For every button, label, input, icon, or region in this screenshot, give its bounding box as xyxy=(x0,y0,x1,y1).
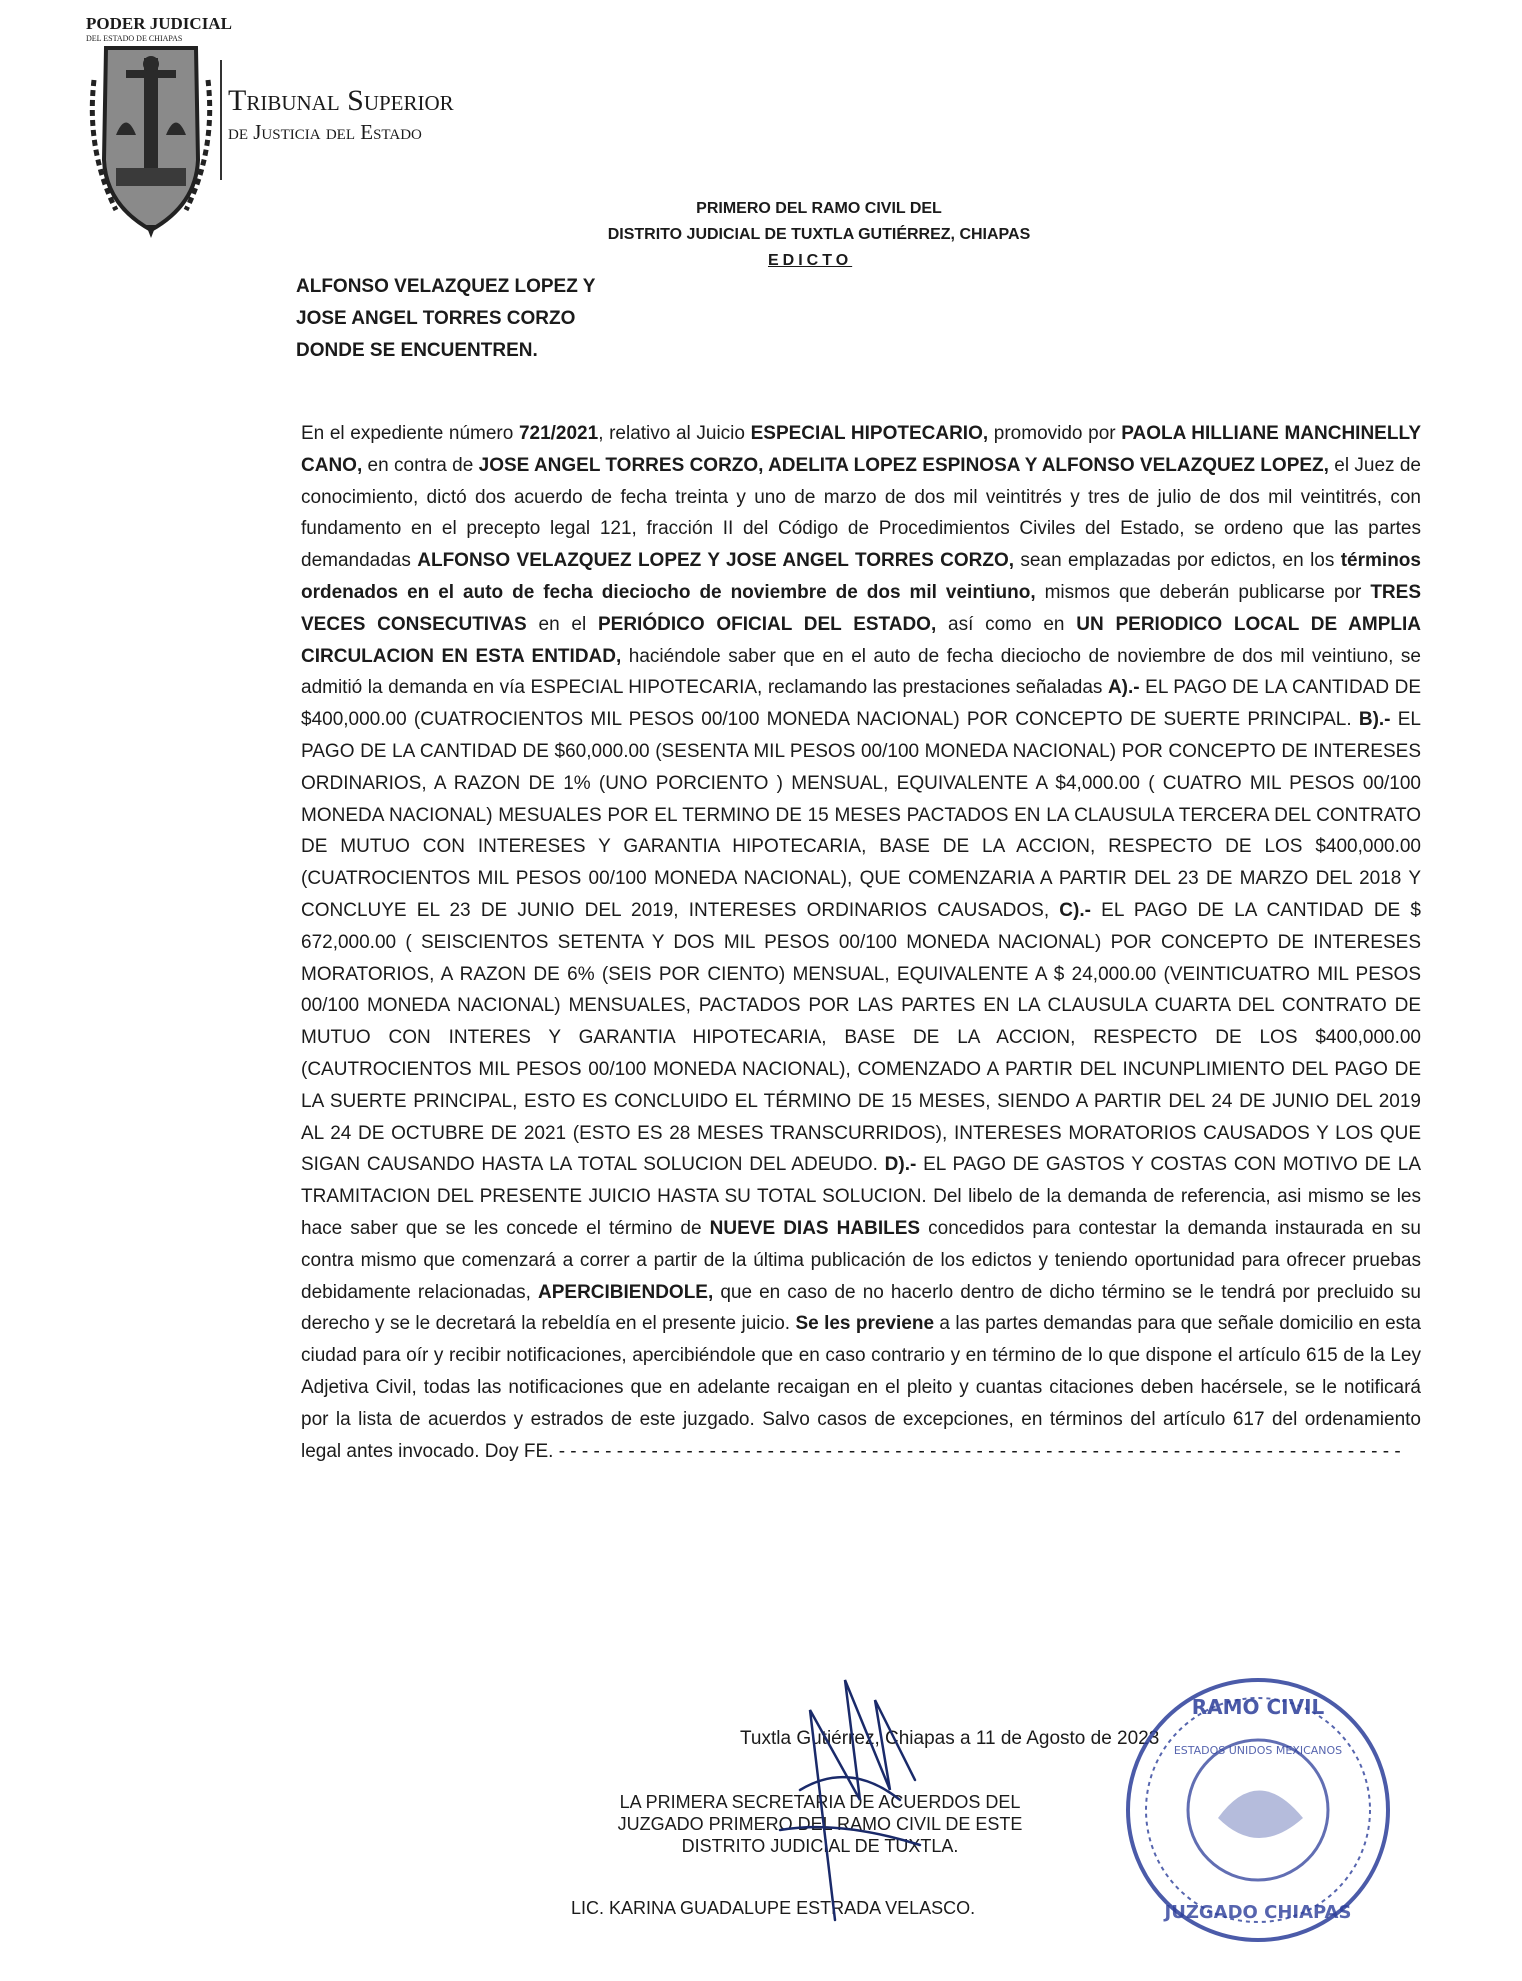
body-text: en el xyxy=(526,613,598,635)
place-and-date: Tuxtla Gutiérrez, Chiapas a 11 de Agosto de 2023 xyxy=(740,1728,1160,1749)
body-text: a las partes demandas para que señale domicilio en esta ciudad para oír y recibir notificaciones, apercibiéndole que en caso contrario y en término de lo que dispone el artículo 615 de la Ley Adjetiva Civil, todas las notificaciones que en adelante recaigan en el pleito y cuantas citaciones deben hacérsele, se le notificará por la lista de acuerdos y estrados de este juzgado. Salvo casos de excepciones, en términos del artículo 617 del ordenamiento legal antes invocado. Doy FE. xyxy=(301,1313,1421,1462)
order-terms: términos ordenados en el auto de fecha dieciocho de noviembre de dos mil veintiuno, xyxy=(301,550,1421,603)
header-divider xyxy=(220,60,222,180)
tribunal-subtitle: de Justicia del Estado xyxy=(228,120,422,144)
warning-label: APERCIBIENDOLE, xyxy=(538,1281,714,1303)
body-text: el Juez de conocimiento, dictó dos acuerdo de fecha treinta y uno de marzo de dos mil veintitrés y tres de julio de dos mil veintitrés, con fundamento en el precepto legal 121, fracción II del Código de Procedimientos Civiles del Estado, se ordeno que las partes demandadas xyxy=(301,454,1421,572)
body-text: haciéndole saber que en el auto de fecha dieciocho de noviembre de dos mil veintiuno, se admitió la demanda en vía ESPECIAL HIPOTECARIA, reclamando las prestaciones señaladas xyxy=(301,645,1421,699)
claim-c-label: C).- xyxy=(1059,899,1091,921)
stamp-top-text: RAMO CIVIL xyxy=(1191,1695,1325,1719)
signer-title-line-2: JUZGADO PRIMERO DEL RAMO CIVIL DE ESTE xyxy=(617,1814,1023,1834)
body-text: concedidos para contestar la demanda instaurada en su contra mismo que comenzará a correr a partir de la última publicación de los edictos y teniendo oportunidad para ofrecer pruebas debidamente relacionadas, xyxy=(301,1217,1421,1303)
addressee-line-1: ALFONSO VELAZQUEZ LOPEZ Y xyxy=(296,276,596,297)
court-seal-stamp-icon xyxy=(1108,1668,1408,1953)
body-text: promovido por xyxy=(988,423,1122,444)
publication-times: TRES VECES CONSECUTIVAS xyxy=(301,581,1421,635)
body-text: En el expediente número xyxy=(301,423,519,444)
court-line-2: DISTRITO JUDICIAL DE TUXTLA GUTIÉRREZ, CHIAPAS xyxy=(607,226,1031,243)
case-type: ESPECIAL HIPOTECARIO, xyxy=(750,423,989,444)
closing-dashes: - - - - - - - - - - - - - - - - - - - - - - - - - - - - - - - - - - - - - - - - - - - - - - - - - - - - - - - - - - - - - - - - - - - - - - - - - xyxy=(553,1440,1401,1462)
org-subname: DEL ESTADO DE CHIAPAS xyxy=(86,34,183,43)
coat-of-arms-icon xyxy=(86,40,216,240)
tribunal-title: Tribunal Superior xyxy=(228,84,454,117)
claim-b-text: EL PAGO DE LA CANTIDAD DE $60,000.00 (SESENTA MIL PESOS 00/100 MONEDA NACIONAL) POR CONCEPTO DE INTERESES ORDINARIOS, A RAZON DE 1% (UNO PORCIENTO ) MENSUAL, EQUIVALENTE A $4,000.00 ( CUATRO MIL PESOS 00/100 MONEDA NACIONAL) MESUALES POR EL TERMINO DE 15 MESES PACTADOS EN LA CLAUSULA TERCERA DEL CONTRATO DE MUTUO CON INTERESES Y GARANTIA HIPOTECARIA, BASE DE LA ACCION, RESPECTO DE LOS $400,000.00 (CUATROCIENTOS MIL PESOS 00/100 MONEDA NACIONAL), QUE COMENZARIA A PARTIR DEL 23 DE MARZO DEL 2018 Y CONCLUYE EL 23 DE JUNIO DEL 2019, INTERESES ORDINARIOS CAUSADOS, xyxy=(301,709,1421,921)
addressee-line-3: DONDE SE ENCUENTREN. xyxy=(296,340,538,361)
case-number: 721/2021 xyxy=(518,423,599,444)
court-line-1: PRIMERO DEL RAMO CIVIL DEL xyxy=(696,200,942,217)
official-gazette: PERIÓDICO OFICIAL DEL ESTADO, xyxy=(597,613,937,635)
signer-title-line-1: LA PRIMERA SECRETARIA DE ACUERDOS DEL xyxy=(619,1792,1021,1812)
plaintiff-name: PAOLA HILLIANE MANCHINELLY CANO, xyxy=(301,423,1421,476)
claim-a-text: EL PAGO DE LA CANTIDAD DE $400,000.00 (CUATROCIENTOS MIL PESOS 00/100 MONEDA NACIONAL) POR CONCEPTO DE SUERTE PRINCIPAL. xyxy=(301,677,1421,731)
edict-body xyxy=(301,418,1421,1467)
body-text: sean emplazadas por edictos, en los xyxy=(1014,550,1341,572)
claim-b-label: B).- xyxy=(1358,709,1391,731)
judicial-branch-logo xyxy=(86,14,232,43)
signer-title-line-3: DISTRITO JUDICIAL DE TUXTLA. xyxy=(681,1836,959,1856)
handwritten-signature-icon xyxy=(740,1670,950,1940)
body-text: Del libelo de la demanda de referencia, asi mismo se les hace saber que se les concede el término de xyxy=(301,1186,1421,1239)
claim-d-text: EL PAGO DE GASTOS Y COSTAS CON MOTIVO DE LA TRAMITACION DEL PRESENTE JUICIO HASTA SU TOTAL SOLUCION. xyxy=(301,1154,1422,1208)
response-period: NUEVE DIAS HABILES xyxy=(709,1217,921,1239)
stamp-inner-text: ESTADOS UNIDOS MEXICANOS xyxy=(1173,1744,1343,1757)
notice-label: Se les previene xyxy=(795,1313,935,1335)
claim-c-text: EL PAGO DE LA CANTIDAD DE $ 672,000.00 ( SEISCIENTOS SETENTA Y DOS MIL PESOS 00/100 MONEDA NACIONAL) POR CONCEPTO DE INTERESES MORATORIOS, A RAZON DE 6% (SEIS POR CIENTO) MENSUAL, EQUIVALENTE A $ 24,000.00 (VEINTICUATRO MIL PESOS 00/100 MONEDA NACIONAL) MENSUALES, PACTADOS POR LAS PARTES EN LA CLAUSULA CUARTA DEL CONTRATO DE MUTUO CON INTERES Y GARANTIA HIPOTECARIA, BASE DE LA ACCION, RESPECTO DE LOS $400,000.00 (CAUTROCIENTOS MIL PESOS 00/100 MONEDA NACIONAL), COMENZADO A PARTIR DEL INCUNPLIMIENTO DEL PAGO DE LA SUERTE PRINCIPAL, ESTO ES CONCLUIDO EL TÉRMINO DE 15 MESES, SIENDO A PARTIR DEL 24 DE JUNIO DEL 2019 AL 24 DE OCTUBRE DE 2021 (ESTO ES 28 MESES TRANSCURRIDOS), INTERESES MORATORIOS CAUSADOS Y LOS QUE SIGAN CAUSANDO HASTA LA TOTAL SOLUCION DEL ADEUDO. xyxy=(301,899,1421,1176)
body-text: en contra de xyxy=(362,454,479,476)
body-text: mismos que deberán publicarse por xyxy=(1035,581,1371,603)
org-name: PODER JUDICIAL xyxy=(86,14,232,33)
body-text: que en caso de no hacerlo dentro de dicho término se le tendrá por precluido su derecho y se le decretará la rebeldía en el presente juicio. xyxy=(301,1281,1421,1335)
body-text: así como en xyxy=(936,613,1077,635)
addressee-line-2: JOSE ANGEL TORRES CORZO xyxy=(296,308,576,329)
document-type: EDICTO xyxy=(768,252,853,269)
summoned-defendants: ALFONSO VELAZQUEZ LOPEZ Y JOSE ANGEL TORRES CORZO, xyxy=(417,550,1015,572)
defendants-names: JOSE ANGEL TORRES CORZO, ADELITA LOPEZ ESPINOSA Y ALFONSO VELAZQUEZ LOPEZ, xyxy=(478,454,1329,476)
stamp-bottom-text: JUZGADO CHIAPAS xyxy=(1164,1902,1352,1923)
claim-d-label: D).- xyxy=(884,1154,917,1176)
local-newspaper: UN PERIODICO LOCAL DE AMPLIA CIRCULACION EN ESTA ENTIDAD, xyxy=(301,613,1422,667)
body-text: , relativo al Juicio xyxy=(598,423,751,444)
signer-name: LIC. KARINA GUADALUPE ESTRADA VELASCO. xyxy=(571,1898,976,1918)
claim-a-label: A).- xyxy=(1107,677,1140,699)
